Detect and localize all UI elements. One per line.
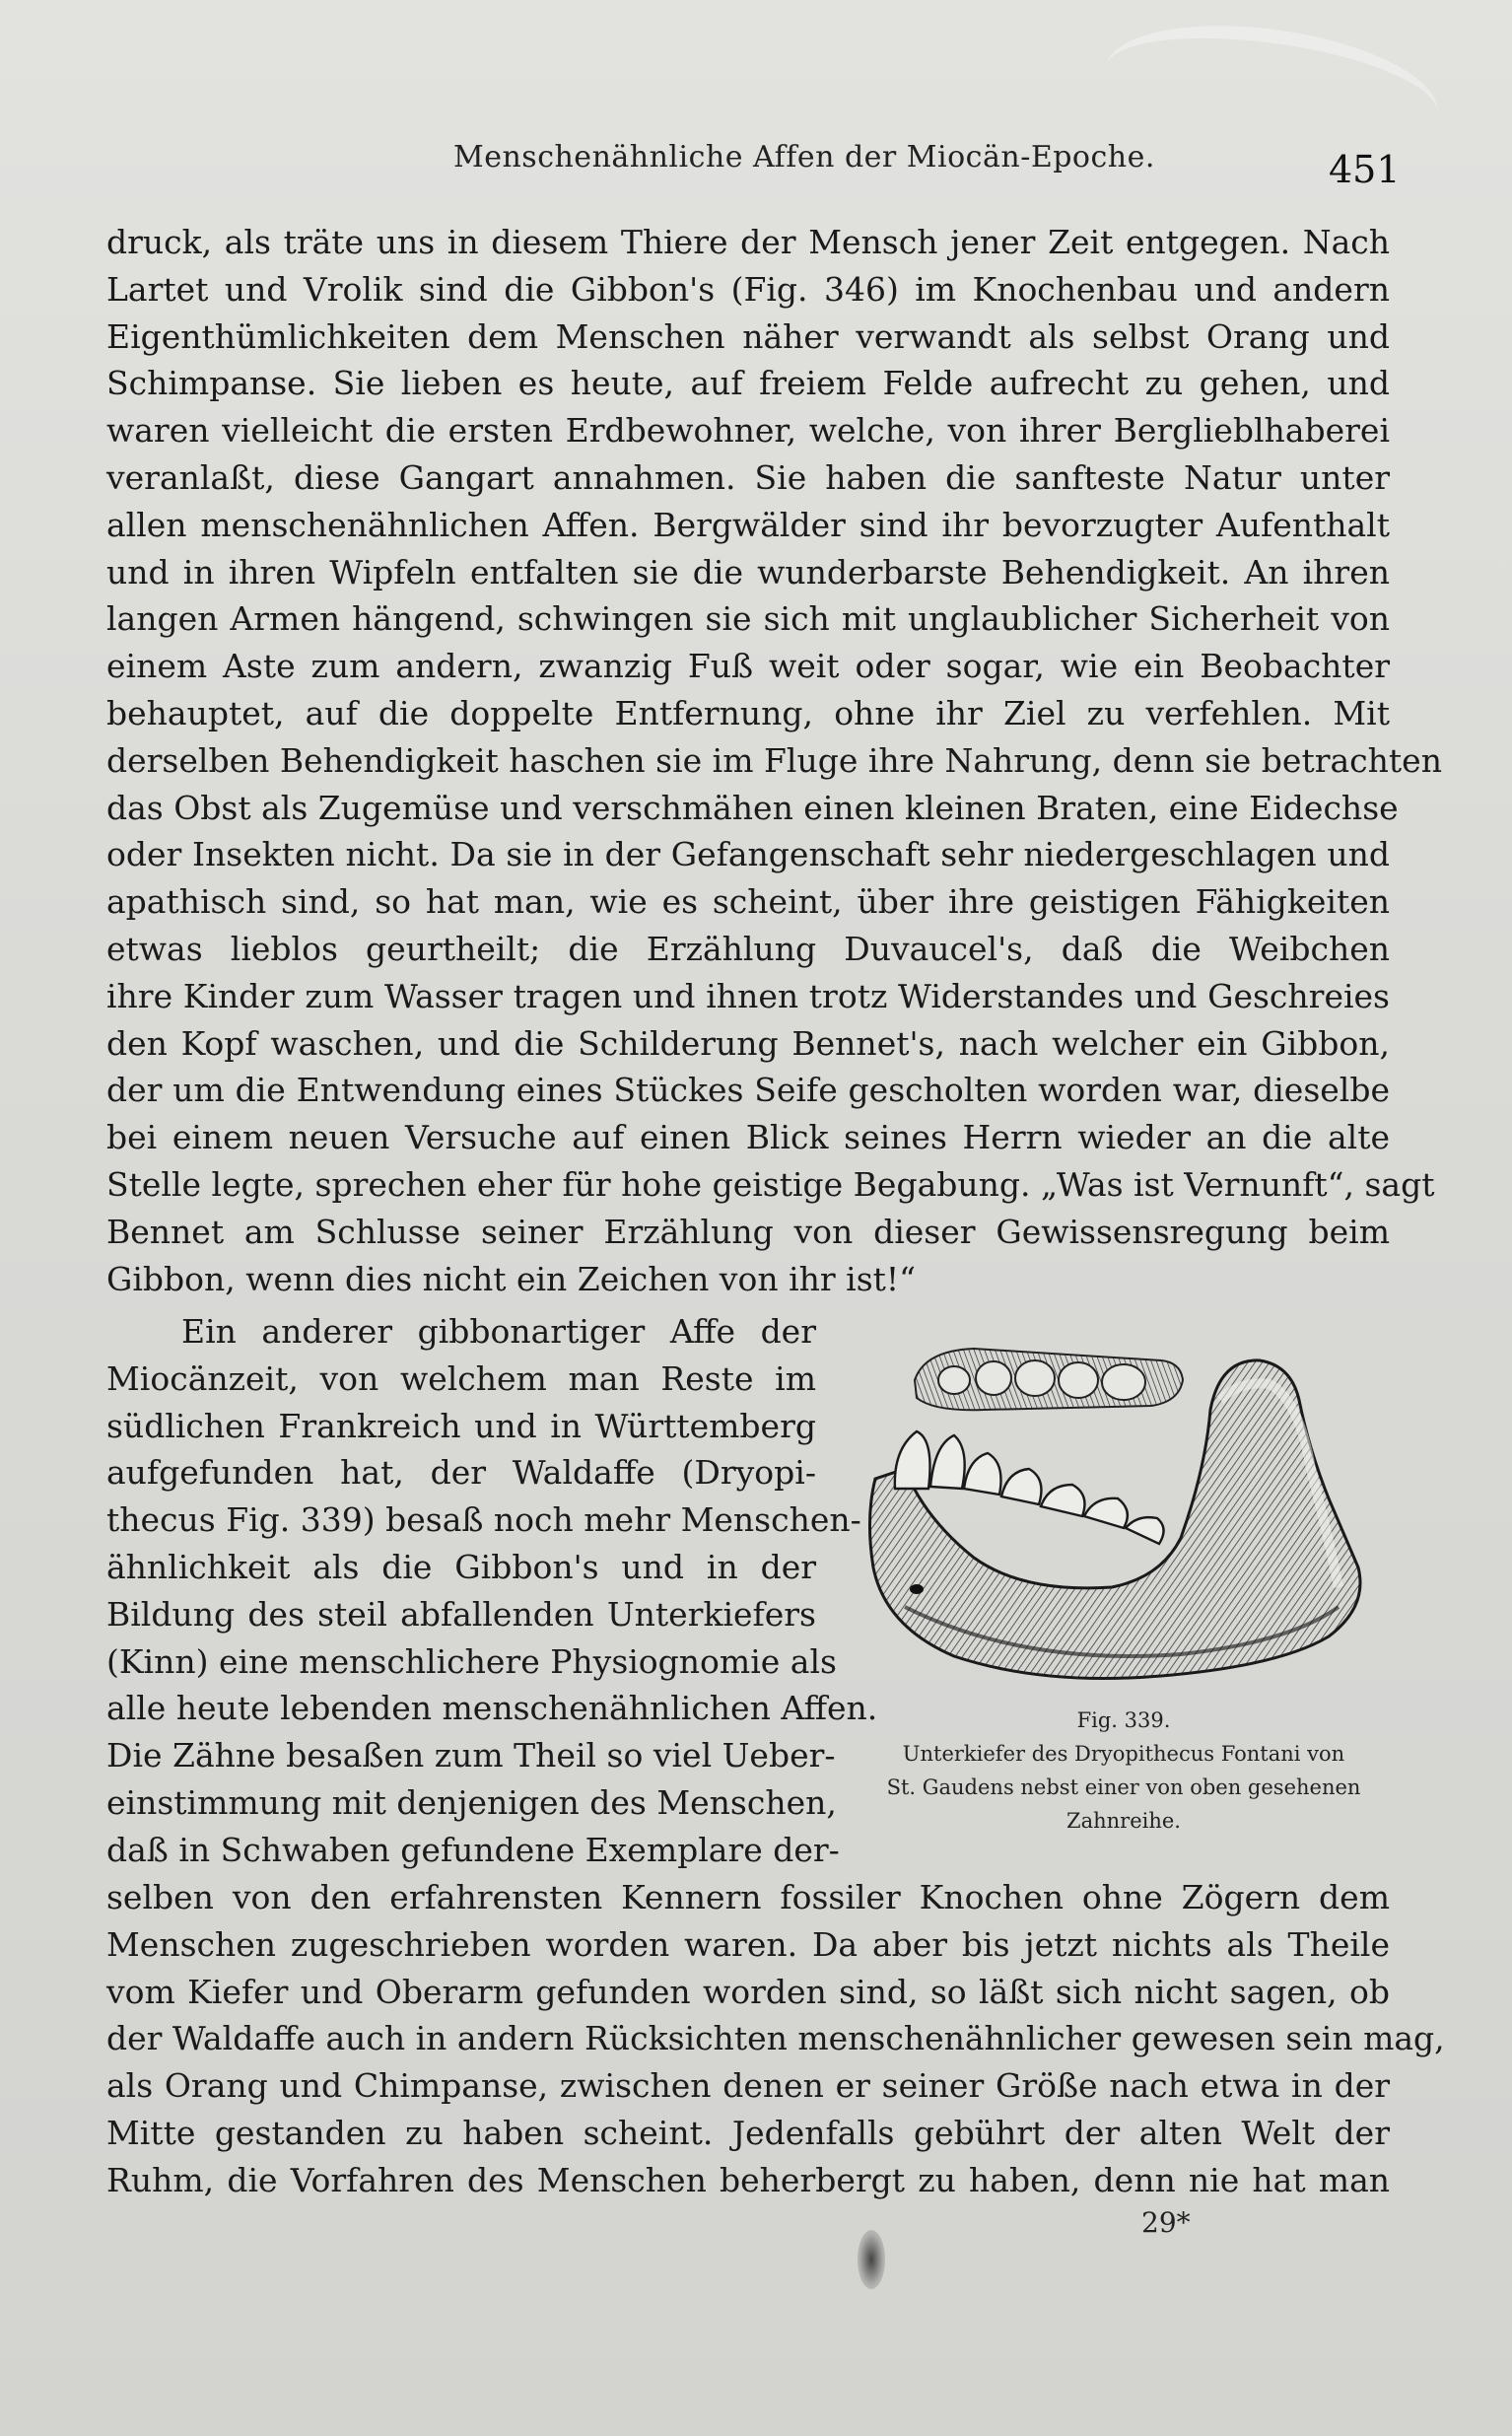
text-line: veranlaßt, diese Gangart annahmen. Sie haben die sanfteste Natur unter [106, 457, 1390, 497]
caption-line: Zahnreihe. [1066, 1809, 1181, 1833]
text-line: Schimpanse. Sie lieben es heute, auf freiem Felde aufrecht zu gehen, und [106, 364, 1390, 403]
text-line: den Kopf waschen, und die Schilderung Bennet's, nach welcher ein Gibbon, [106, 1023, 1390, 1063]
paragraph-wrap [106, 1308, 878, 1874]
text-line: Ein anderer gibbonartiger Affe der [181, 1312, 816, 1351]
text-line: alle heute lebenden menschenähnlichen Affen. [106, 1689, 878, 1728]
text-line: etwas lieblos geurtheilt; die Erzählung Duvaucel's, daß die Weibchen [106, 929, 1390, 968]
text-line: aufgefunden hat, der Waldaffe (Dryopi- [106, 1453, 816, 1493]
text-line: einstimmung mit denjenigen des Menschen, [106, 1782, 837, 1822]
text-line: ähnlichkeit als die Gibbon's und in der [106, 1547, 816, 1586]
caption-line: St. Gaudens nebst einer von oben gesehenen [886, 1775, 1361, 1799]
ink-smudge [858, 2230, 885, 2289]
text-line: das Obst als Zugemüse und verschmähen einen kleinen Braten, eine Eidechse [106, 788, 1399, 827]
text-line: Lartet und Vrolik sind die Gibbon's (Fig. 346) im Knochenbau und andern [106, 269, 1390, 309]
text-line: südlichen Frankreich und in Württemberg [106, 1406, 816, 1445]
text-line: als Orang und Chimpanse, zwischen denen er seiner Größe nach etwa in der [106, 2066, 1390, 2106]
text-line: derselben Behendigkeit haschen sie im Fluge ihre Nahrung, denn sie betrachten [106, 740, 1442, 780]
text-line: selben von den erfahrensten Kennern fossiler Knochen ohne Zögern dem [106, 1878, 1390, 1916]
figure-caption [848, 1704, 1400, 1838]
text-line: allen menschenähnlichen Affen. Bergwälder sind ihr bevorzugter Aufenthalt [106, 505, 1390, 544]
figure-label: Fig. 339. [1076, 1708, 1171, 1732]
caption-line: Unterkiefer des Dryopithecus Fontani von [902, 1742, 1345, 1766]
text-line: waren vielleicht die ersten Erdbewohner, welche, von ihrer Berglieblhaberei [106, 411, 1390, 451]
paragraph-top [106, 219, 1442, 1302]
sheet-signature: 29* [1141, 2206, 1191, 2239]
text-line: Bennet am Schlusse seiner Erzählung von dieser Gewissensregung beim [106, 1212, 1390, 1251]
figure-jaw-illustration [865, 1341, 1378, 1713]
text-line: oder Insekten nicht. Da sie in der Gefangenschaft sehr niedergeschlagen und [106, 835, 1390, 874]
text-line: Mitte gestanden zu haben scheint. Jedenfalls gebührt der alten Welt der [106, 2113, 1390, 2152]
text-line: Ruhm, die Vorfahren des Menschen beherbergt zu haben, denn nie hat man [106, 2160, 1390, 2199]
text-line: behauptet, auf die doppelte Entfernung, ohne ihr Ziel zu verfehlen. Mit [106, 693, 1390, 732]
text-line: (Kinn) eine menschlichere Physiognomie als [106, 1641, 837, 1681]
text-line: langen Armen hängend, schwingen sie sich mit unglaublicher Sicherheit von [106, 599, 1390, 639]
text-line: vom Kiefer und Oberarm gefunden worden sind, so läßt sich nicht sagen, ob [106, 1972, 1390, 2011]
text-line: daß in Schwaben gefundene Exemplare der- [106, 1830, 840, 1869]
text-line: der um die Entwendung eines Stückes Seife gescholten worden war, dieselbe [106, 1071, 1390, 1110]
text-line: Miocänzeit, von welchem man Reste im [106, 1358, 816, 1398]
running-title: Menschenähnliche Affen der Miocän-Epoche. [453, 140, 1155, 174]
paragraph-bottom [106, 1874, 1445, 2204]
text-line: ihre Kinder zum Wasser tragen und ihnen trotz Widerstandes und Geschreies [106, 976, 1390, 1015]
text-line: der Waldaffe auch in andern Rücksichten menschenähnlicher gewesen sein mag, [106, 2019, 1445, 2058]
text-line: druck, als träte uns in diesem Thiere der Mensch jener Zeit entgegen. Nach [106, 223, 1390, 261]
text-line: Bildung des steil abfallenden Unterkiefers [106, 1594, 816, 1634]
text-line: Menschen zugeschrieben worden waren. Da aber bis jetzt nichts als Theile [106, 1924, 1390, 1964]
text-line: Gibbon, wenn dies nicht ein Zeichen von ihr ist!“ [106, 1259, 917, 1298]
text-line: Die Zähne besaßen zum Theil so viel Ueber- [106, 1736, 836, 1775]
text-line: Stelle legte, sprechen eher für hohe geistige Begabung. „Was ist Vernunft“, sagt [106, 1164, 1435, 1204]
text-line: Eigenthümlichkeiten dem Menschen näher verwandt als selbst Orang und [106, 316, 1390, 356]
text-line: thecus Fig. 339) besaß noch mehr Menschen- [106, 1500, 861, 1540]
text-line: apathisch sind, so hat man, wie es scheint, über ihre geistigen Fähigkeiten [106, 882, 1390, 922]
text-line: bei einem neuen Versuche auf einen Blick seines Herrn wieder an die alte [106, 1118, 1390, 1157]
text-line: und in ihren Wipfeln entfalten sie die wunderbarste Behendigkeit. An ihren [106, 552, 1390, 592]
page-number: 451 [1329, 148, 1401, 191]
text-line: einem Aste zum andern, zwanzig Fuß weit oder sogar, wie ein Beobachter [106, 647, 1390, 686]
jaw-engraving [865, 1341, 1378, 1713]
